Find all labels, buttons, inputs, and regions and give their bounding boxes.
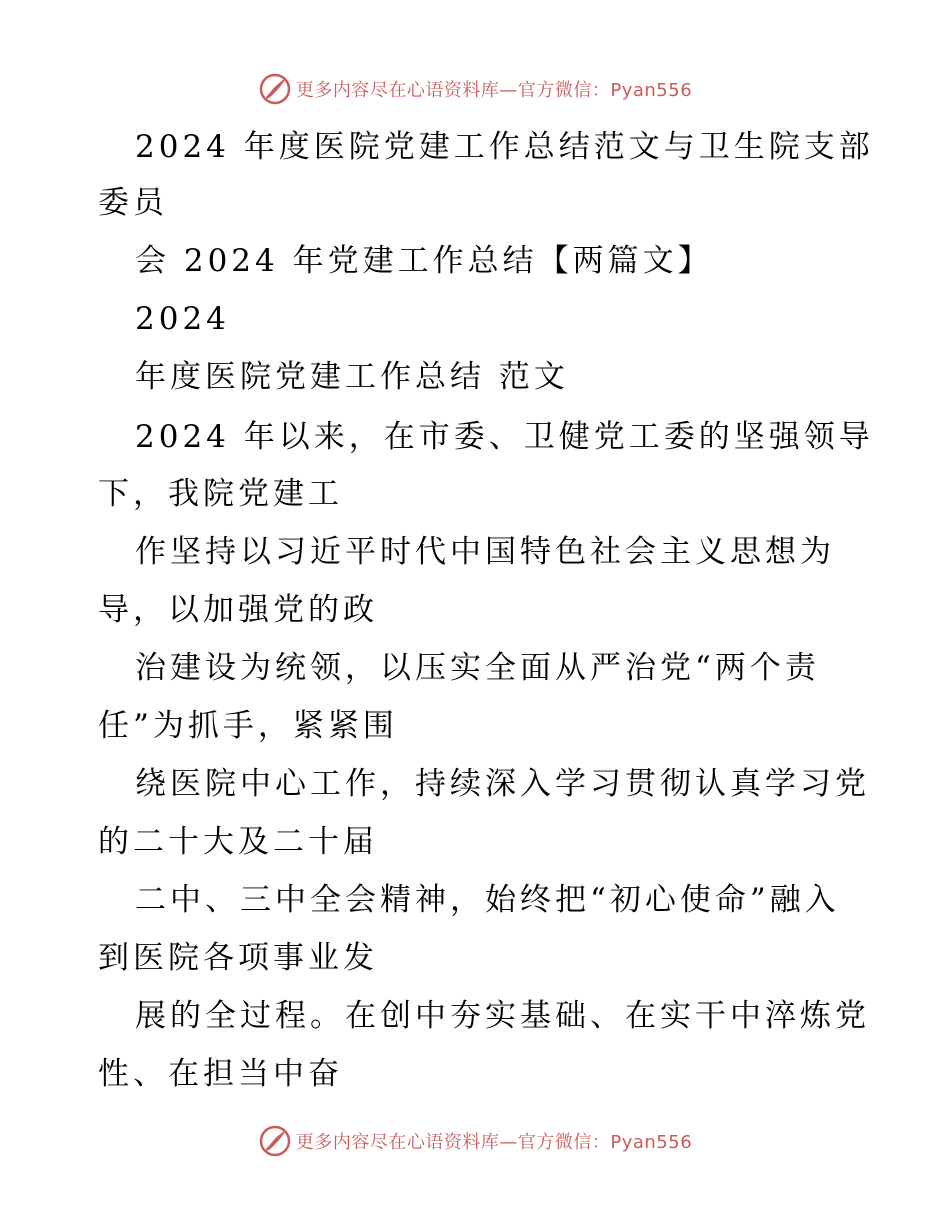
document-title-line: 委员 [98,185,168,221]
paragraph-line: 的二十大及二十届 [98,824,378,860]
paragraph-line: 绕医院中心工作，持续深入学习贯彻认真学习党 [135,766,870,802]
quill-pen-logo-icon [258,72,292,106]
paragraph-line: 下，我院党建工 [98,476,343,512]
paragraph-line: 导，以加强党的政 [98,592,378,628]
watermark-text: 更多内容尽在心语资料库—官方微信：Pyan556 [295,80,693,101]
paragraph-line: 任”为抓手，紧紧围 [98,708,398,744]
paragraph-line: 到医院各项事业发 [98,940,378,976]
watermark-text: 更多内容尽在心语资料库—官方微信：Pyan556 [295,1132,693,1153]
document-title-line: 2024 年度医院党建工作总结范文与卫生院支部 [135,129,874,165]
footer-watermark [0,1124,950,1158]
section-year-line: 2024 [135,301,230,337]
paragraph-line: 二中、三中全会精神，始终把“初心使命”融入 [135,882,840,918]
paragraph-line: 性、在担当中奋 [98,1056,343,1092]
header-watermark [0,72,950,106]
document-subtitle-line: 会 2024 年党建工作总结【两篇文】 [135,243,713,279]
paragraph-line: 2024 年以来，在市委、卫健党工委的坚强领导 [135,419,874,455]
section-heading-line: 年度医院党建工作总结 范文 [135,359,569,395]
paragraph-line: 作坚持以习近平时代中国特色社会主义思想为 [135,534,835,570]
paragraph-line: 治建设为统领，以压实全面从严治党“两个责 [135,650,820,686]
paragraph-line: 展的全过程。在创中夯实基础、在实干中淬炼党 [135,998,870,1034]
quill-pen-logo-icon [258,1124,292,1158]
